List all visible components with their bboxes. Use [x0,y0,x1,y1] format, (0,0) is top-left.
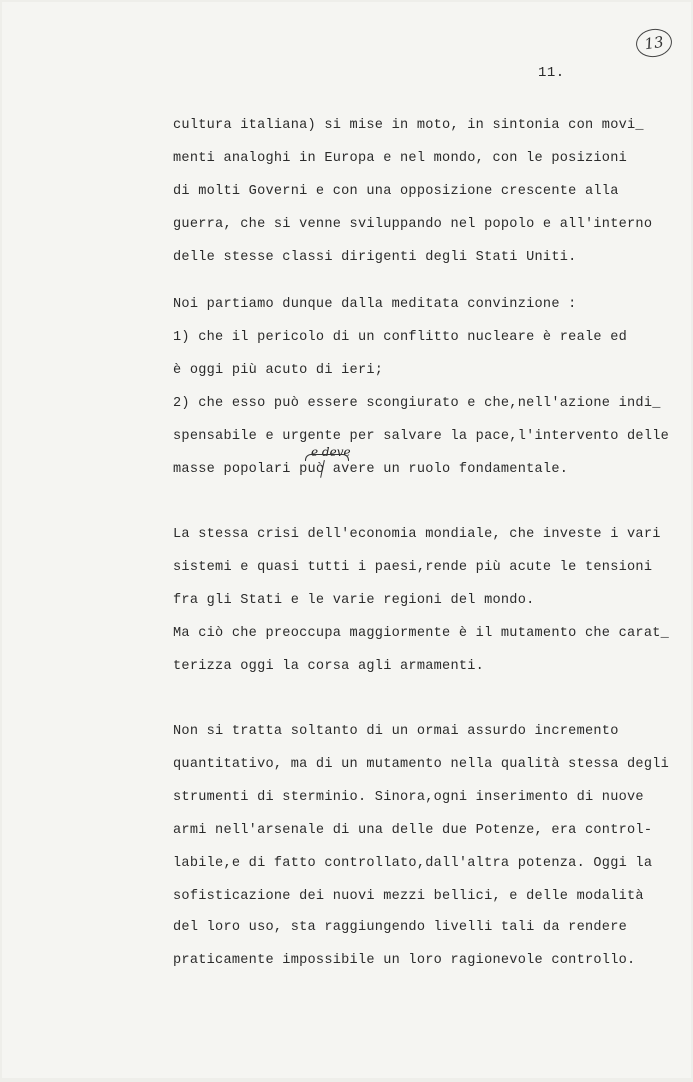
handwritten-insert: e deve [311,445,351,459]
text-line: guerra, che si venne sviluppando nel popolo e all'interno [173,217,653,232]
text-line: masse popolari può avere un ruolo fondamentale. [173,462,569,477]
text-line: Non si tratta soltanto di un ormai assurdo incremento [173,724,619,739]
text-line: terizza oggi la corsa agli armamenti. [173,659,485,674]
text-line: spensabile e urgente per salvare la pace,l'intervento delle [173,429,670,444]
page-number: 11. [538,65,565,81]
text-line: sistemi e quasi tutti i paesi,rende più acute le tensioni [173,560,653,575]
text-line: 1) che il pericolo di un conflitto nucleare è reale ed [173,330,628,345]
text-line: Ma ciò che preoccupa maggiormente è il mutamento che carat_ [173,626,670,641]
text-line: praticamente impossibile un loro ragionevole controllo. [173,953,636,968]
text-line: del loro uso, sta raggiungendo livelli tali da rendere [173,920,628,935]
text-line: labile,e di fatto controllato,dall'altra potenza. Oggi la [173,856,653,871]
text-line: di molti Governi e con una opposizione crescente alla [173,184,619,199]
text-line: menti analoghi in Europa e nel mondo, con le posizioni [173,151,628,166]
text-line: è oggi più acuto di ieri; [173,363,384,378]
text-line: fra gli Stati e le varie regioni del mondo. [173,593,535,608]
text-line: cultura italiana) si mise in moto, in sintonia con movi_ [173,118,644,133]
text-line: armi nell'arsenale di una delle due Potenze, era control- [173,823,653,838]
page-stamp: 13 [634,27,674,60]
text-line: strumenti di sterminio. Sinora,ogni inserimento di nuove [173,790,644,805]
text-line: sofisticazione dei nuovi mezzi bellici, e delle modalità [173,889,644,904]
document-page [2,2,691,1078]
text-line: quantitativo, ma di un mutamento nella qualità stessa degli [173,757,670,772]
insert-bracket [305,454,349,461]
text-line: La stessa crisi dell'economia mondiale, che investe i vari [173,527,661,542]
text-line: 2) che esso può essere scongiurato e che,nell'azione indi_ [173,396,661,411]
text-line: Noi partiamo dunque dalla meditata convinzione : [173,297,577,312]
text-line: delle stesse classi dirigenti degli Stati Uniti. [173,250,577,265]
